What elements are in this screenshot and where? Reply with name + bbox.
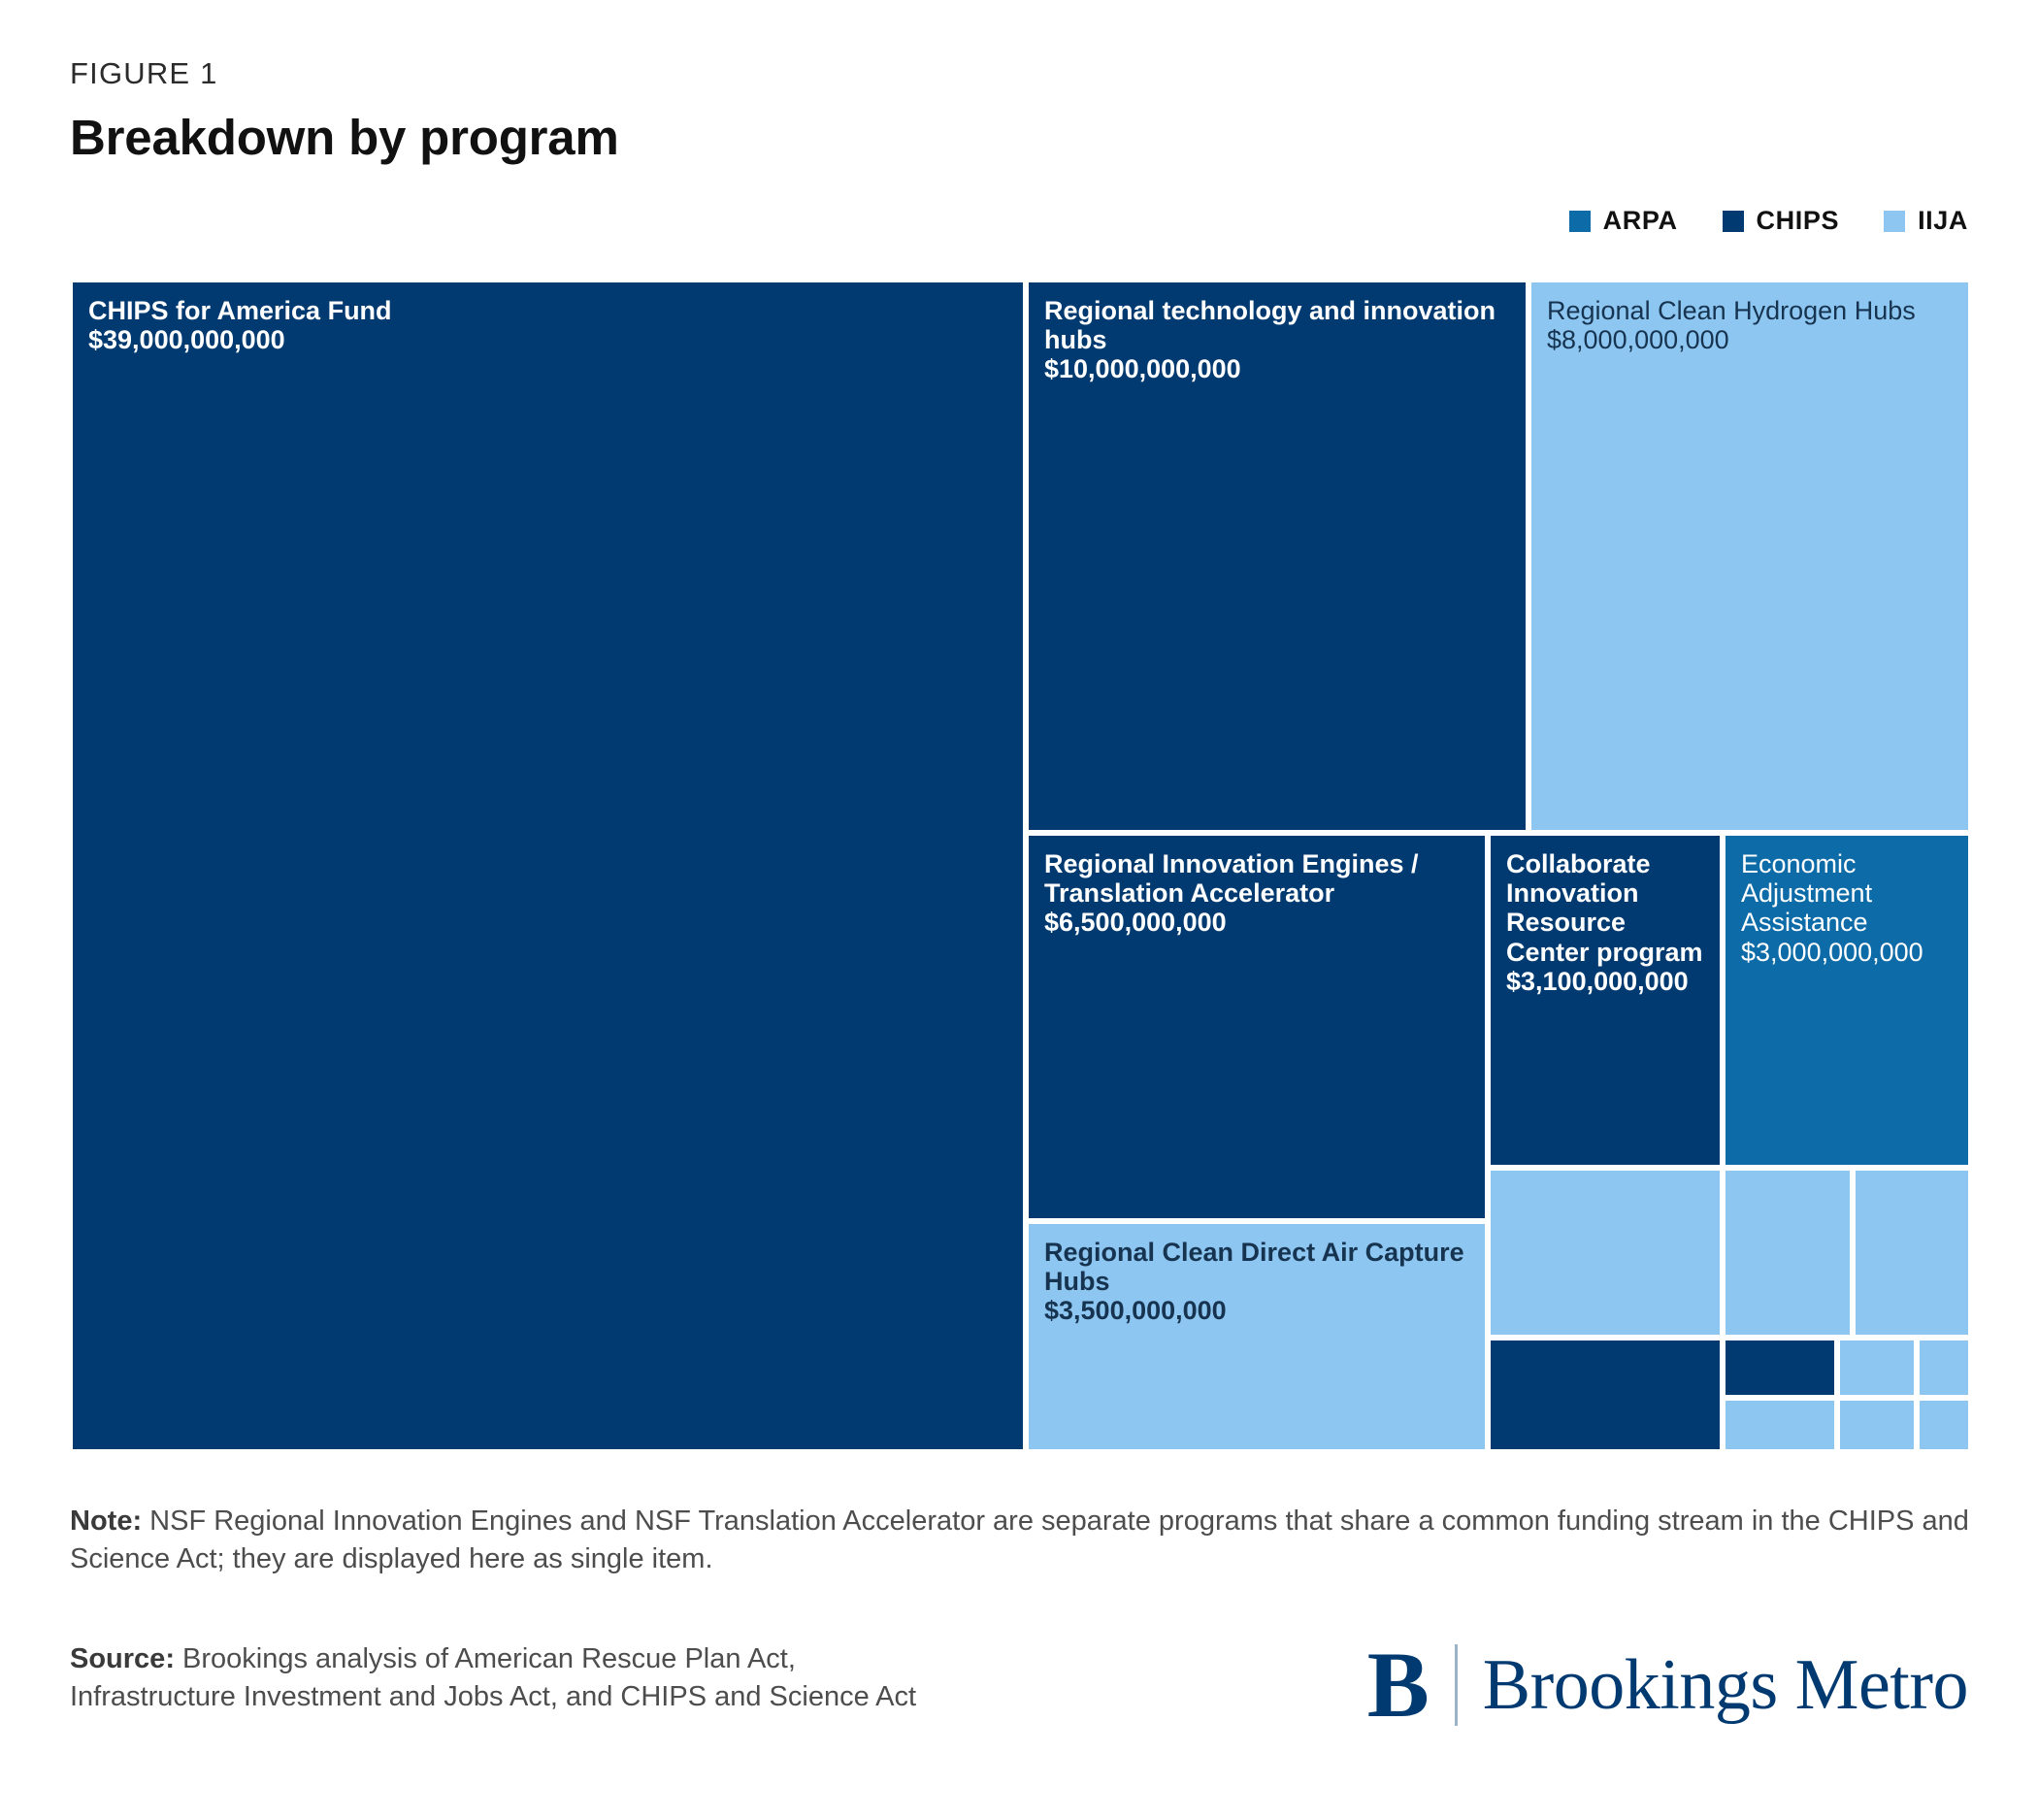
source-text-line1: Brookings analysis of American Rescue Plan Act,	[182, 1643, 796, 1674]
source-block	[70, 1640, 1234, 1716]
treemap-cell-small-7[interactable]	[1917, 1338, 1971, 1398]
legend-item-chips[interactable]	[1723, 206, 1840, 236]
treemap-cell-value: $6,500,000,000	[1044, 908, 1227, 938]
treemap-cell-small-1[interactable]	[1488, 1168, 1723, 1338]
source-line-2: Infrastructure Investment and Jobs Act, and CHIPS and Science Act	[70, 1680, 917, 1712]
treemap-cell-regional-innovation-engines-translation-accelerator[interactable]	[1026, 833, 1488, 1221]
brand-name: Brookings Metro	[1482, 1644, 1968, 1725]
treemap-cell-value: $3,000,000,000	[1741, 937, 1923, 967]
treemap-cell-text	[1726, 836, 1968, 967]
treemap-cell-text	[1491, 836, 1720, 996]
treemap-cell-name: Regional Clean Direct Air Capture Hubs	[1044, 1238, 1464, 1297]
brookings-b-mark: B	[1366, 1633, 1430, 1737]
treemap-cell-small-2[interactable]	[1723, 1168, 1853, 1338]
page-title: Breakdown by program	[70, 110, 619, 165]
note-label: Note:	[70, 1506, 143, 1537]
treemap-cell-name: Collaborate Innovation Resource Center program	[1506, 849, 1703, 967]
treemap-cell-regional-clean-direct-air-capture-hubs[interactable]	[1026, 1221, 1488, 1452]
treemap-cell-text	[1029, 282, 1526, 384]
treemap-cell-name: Regional Innovation Engines / Translation Accelerator	[1044, 849, 1419, 909]
treemap-cell-small-9[interactable]	[1837, 1398, 1917, 1452]
treemap-cell-value: $3,100,000,000	[1506, 966, 1689, 996]
treemap-cell-value: $10,000,000,000	[1044, 354, 1241, 384]
legend-label-chips: CHIPS	[1756, 206, 1840, 235]
treemap-cell-small-3[interactable]	[1853, 1168, 1971, 1338]
treemap-cell-regional-clean-hydrogen-hubs[interactable]	[1528, 280, 1971, 833]
treemap-cell-chips-for-america-fund[interactable]	[70, 280, 1026, 1452]
legend-item-iija[interactable]	[1884, 206, 1968, 236]
treemap-cell-small-5[interactable]	[1723, 1338, 1837, 1398]
logo-divider	[1455, 1644, 1458, 1726]
note-line	[70, 1503, 1991, 1578]
treemap-cell-small-4[interactable]	[1488, 1338, 1723, 1452]
treemap-cell-value: $39,000,000,000	[88, 325, 285, 355]
treemap-cell-text	[1029, 836, 1485, 938]
treemap-cell-economic-adjustment-assistance[interactable]	[1723, 833, 1971, 1168]
treemap-cell-name: Regional technology and innovation hubs	[1044, 296, 1496, 355]
treemap-cell-name: CHIPS for America Fund	[88, 296, 392, 325]
treemap-chart	[70, 280, 1971, 1452]
source-label: Source:	[70, 1643, 175, 1674]
treemap-cell-value: $8,000,000,000	[1547, 325, 1729, 355]
treemap-cell-collaborate-innovation-resource-center-program[interactable]	[1488, 833, 1723, 1168]
legend-label-iija: IIJA	[1918, 206, 1968, 235]
legend-item-arpa[interactable]	[1569, 206, 1678, 236]
treemap-cell-text	[1531, 282, 1968, 354]
treemap-cell-small-6[interactable]	[1837, 1338, 1917, 1398]
legend-swatch-chips	[1723, 211, 1744, 232]
treemap-cell-regional-technology-and-innovation-hubs[interactable]	[1026, 280, 1528, 833]
treemap-cell-value: $3,500,000,000	[1044, 1296, 1227, 1326]
note-block	[70, 1503, 1991, 1578]
treemap-cell-name: Regional Clean Hydrogen Hubs	[1547, 296, 1916, 325]
brookings-metro-logo	[1366, 1633, 1968, 1737]
legend-swatch-iija	[1884, 211, 1905, 232]
legend-label-arpa: ARPA	[1602, 206, 1678, 235]
treemap-cell-name: Economic Adjustment Assistance	[1741, 849, 1873, 938]
source-line-1	[70, 1640, 1234, 1678]
note-text: NSF Regional Innovation Engines and NSF Translation Accelerator are separate programs that share a common funding stream in the CHIPS and Science Act; they are displayed here as single item.	[70, 1506, 1969, 1574]
treemap-cell-text	[73, 282, 1023, 354]
treemap-cell-text	[1029, 1224, 1485, 1326]
chart-legend	[1569, 206, 1968, 236]
treemap-cell-small-10[interactable]	[1917, 1398, 1971, 1452]
legend-swatch-arpa	[1569, 211, 1591, 232]
figure-label: FIGURE 1	[70, 56, 218, 90]
treemap-cell-small-8[interactable]	[1723, 1398, 1837, 1452]
